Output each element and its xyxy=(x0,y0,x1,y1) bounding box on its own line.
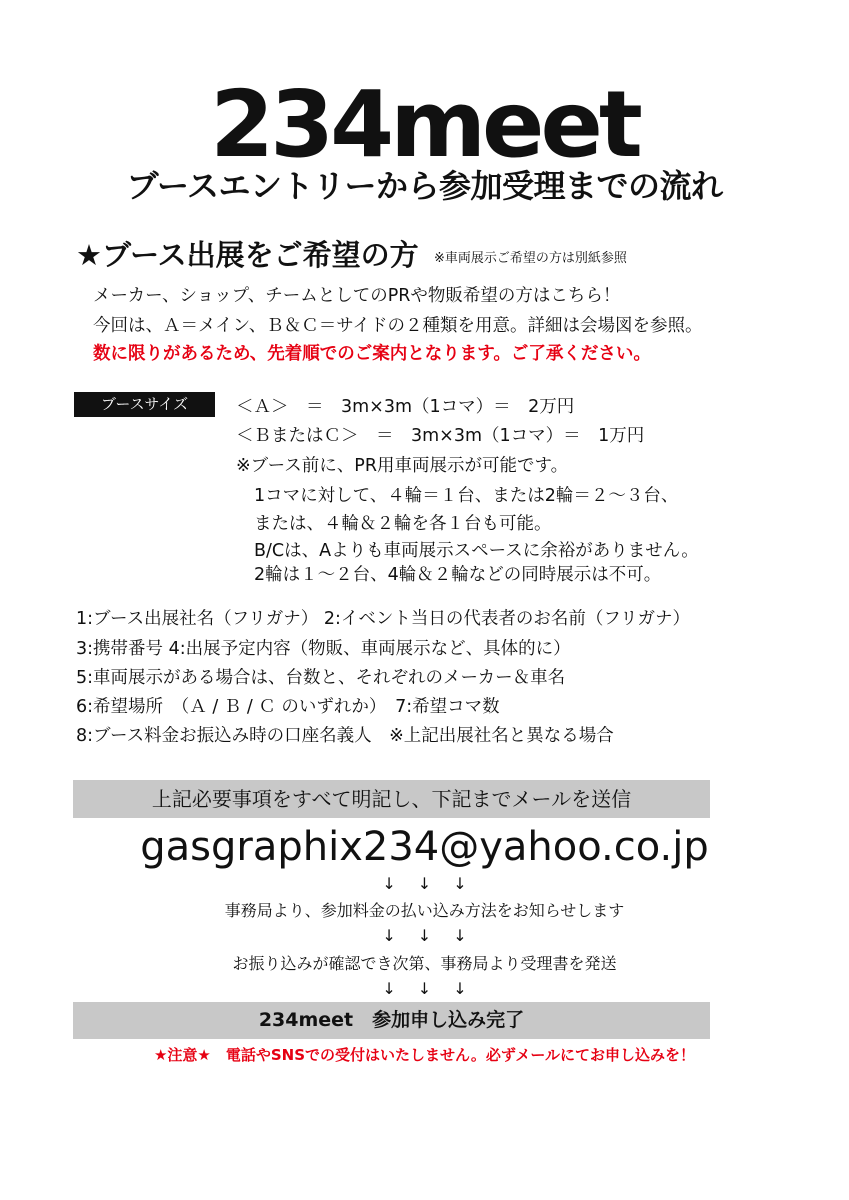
booth-note: ※ブース前に、PR用車両展示が可能です。 xyxy=(236,456,569,476)
requirement-item: 5:車両展示がある場合は、台数と、それぞれのメーカー＆車名 xyxy=(76,668,566,688)
section-note: ※車両展示ご希望の方は別紙参照 xyxy=(434,251,627,266)
booth-detail-3: B/Cは、Aよりも車両展示スペースに余裕がありません。 xyxy=(254,541,699,561)
booth-line-bc: ＜ＢまたはＣ＞ ＝ 3m×3m（1コマ）＝ 1万円 xyxy=(236,426,645,446)
send-instruction-bar: 上記必要事項をすべて明記し、下記までメールを送信 xyxy=(73,780,710,818)
requirement-item: 6:希望場所 （Ａ / Ｂ / Ｃ のいずれか） 7:希望コマ数 xyxy=(76,697,500,717)
flow-arrows: ↓↓↓ xyxy=(382,926,489,945)
page-subtitle: ブースエントリーから参加受理までの流れ xyxy=(126,167,723,205)
intro-line-2: 今回は、Ａ＝メイン、Ｂ＆Ｃ＝サイドの２種類を用意。詳細は会場図を参照。 xyxy=(93,316,703,336)
booth-line-a: ＜Ａ＞ ＝ 3m×3m（1コマ）＝ 2万円 xyxy=(236,397,575,417)
flow-step-1: 事務局より、参加料金の払い込み方法をお知らせします xyxy=(224,901,625,920)
flow-arrows: ↓↓↓ xyxy=(382,979,489,998)
flow-step-2: お振り込みが確認でき次第、事務局より受理書を発送 xyxy=(232,954,617,973)
booth-detail-4: 2輪は１〜２台、4輪＆２輪などの同時展示は不可。 xyxy=(254,565,662,585)
flow-arrows: ↓↓↓ xyxy=(382,874,489,893)
requirement-item: 8:ブース料金お振込み時の口座名義人 ※上記出展社名と異なる場合 xyxy=(76,726,614,746)
contact-email[interactable]: gasgraphix234@yahoo.co.jp xyxy=(140,824,709,870)
caution-note: ★注意★ 電話やSNSでの受付はいたしません。必ずメールにてお申し込みを！ xyxy=(153,1046,696,1064)
booth-detail-2: または、４輪＆２輪を各１台も可能。 xyxy=(254,514,552,534)
section-heading: ★ブース出展をご希望の方 xyxy=(76,238,419,272)
intro-warning: 数に限りがあるため、先着順でのご案内となります。ご了承ください。 xyxy=(93,344,651,364)
requirement-item: 3:携帯番号 4:出展予定内容（物販、車両展示など、具体的に） xyxy=(76,639,571,659)
booth-detail-1: 1コマに対して、４輪＝１台、または2輪＝２〜３台、 xyxy=(254,486,679,506)
event-logo: 234meet xyxy=(210,71,639,178)
intro-line-1: メーカー、ショップ、チームとしてのPRや物販希望の方はこちら！ xyxy=(93,286,621,306)
requirement-item: 1:ブース出展社名（フリガナ） 2:イベント当日の代表者のお名前（フリガナ） xyxy=(76,609,690,629)
booth-size-badge: ブースサイズ xyxy=(74,392,215,417)
completion-bar: 234meet 参加申し込み完了 xyxy=(73,1002,710,1039)
